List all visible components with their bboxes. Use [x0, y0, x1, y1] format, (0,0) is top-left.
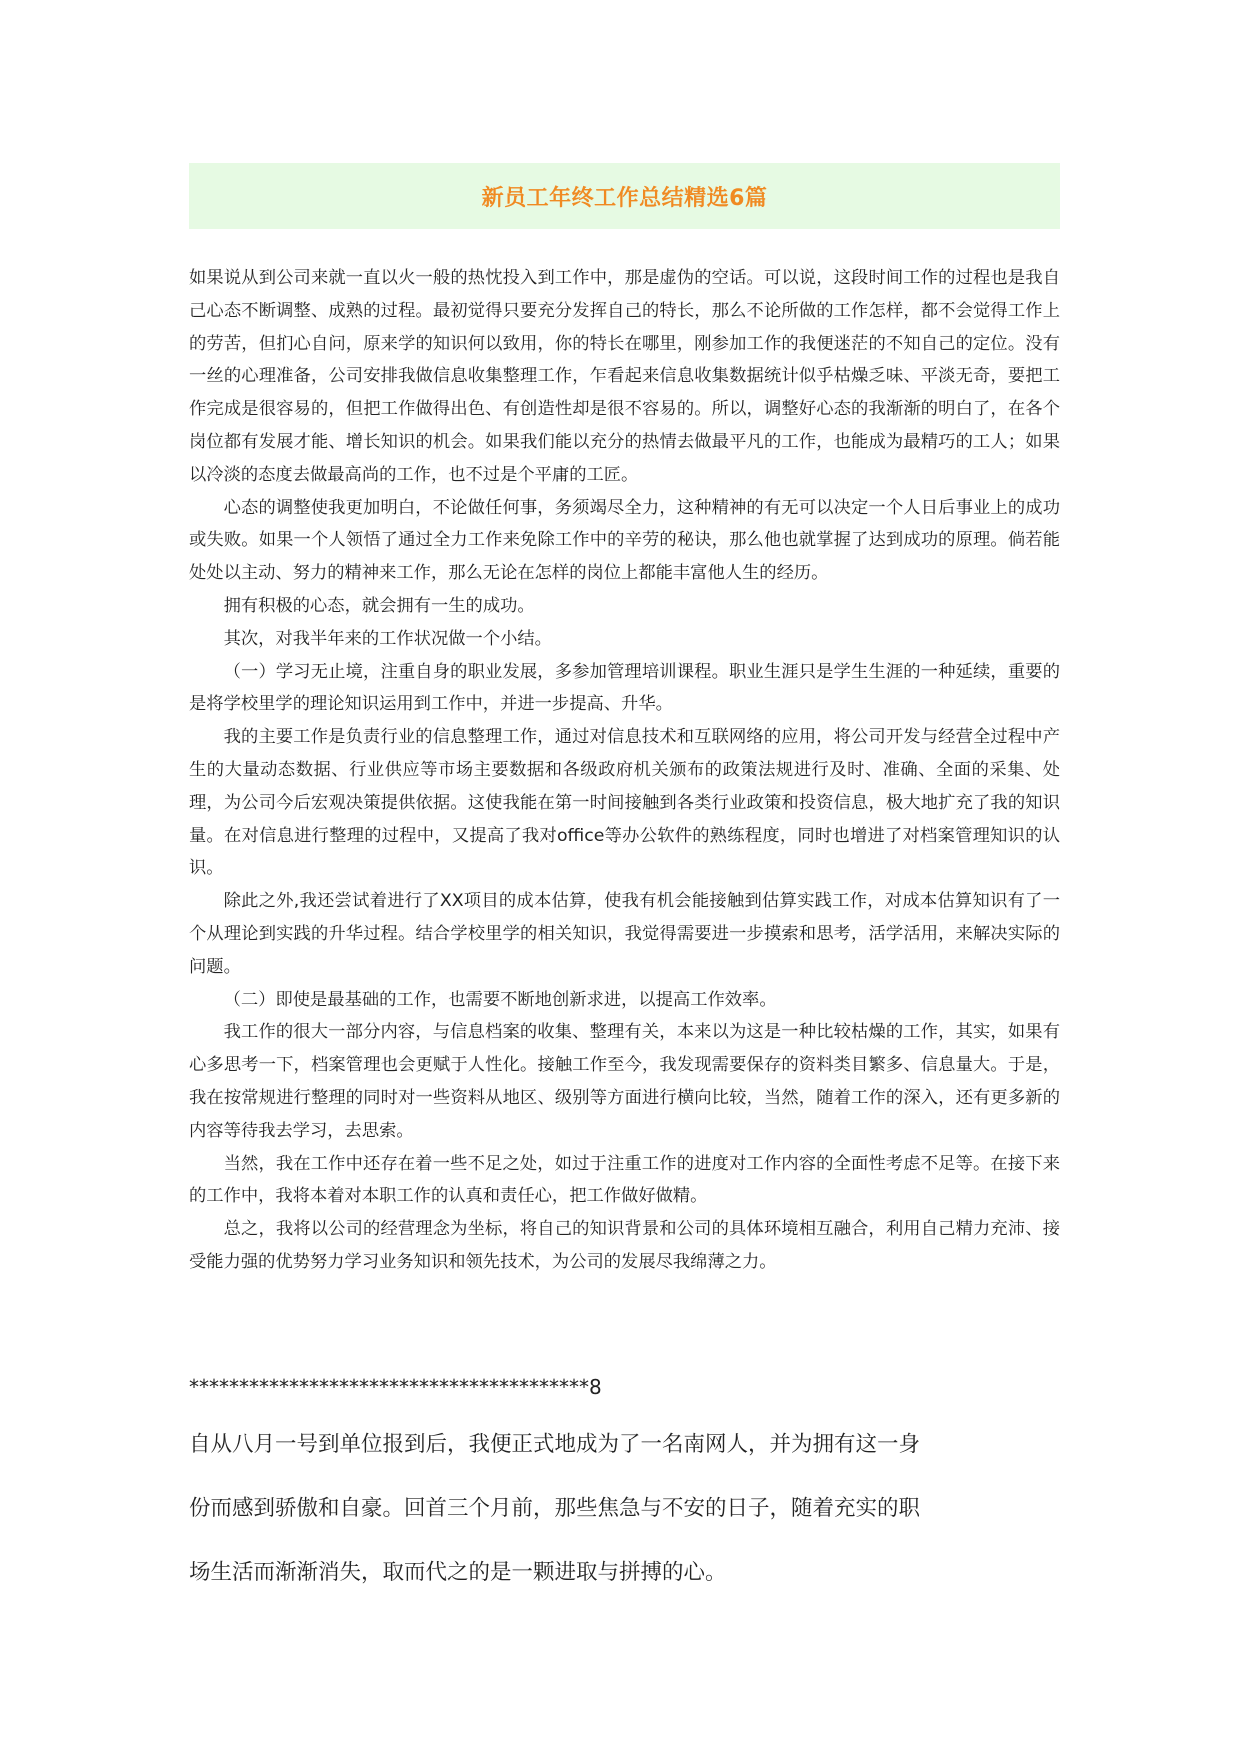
paragraph: 心态的调整使我更加明白，不论做任何事，务须竭尽全力，这种精神的有无可以决定一个人日后事业上的成功或失败。如果一个人领悟了通过全力工作来免除工作中的辛劳的秘诀，那么他也就掌握了达到成功的原理。倘若能处处以主动、努力的精神来工作，那么无论在怎样的岗位上都能丰富他人生的经历。 [189, 497, 1060, 584]
text-line: 自从八月一号到单位报到后，我便正式地成为了一名南网人，并为拥有这一身 [189, 1432, 921, 1457]
text-line: 场生活而渐渐消失，取而代之的是一颗进取与拼搏的心。 [189, 1560, 727, 1585]
paragraph: 拥有积极的心态，就会拥有一生的成功。 [223, 595, 535, 616]
document-body [189, 262, 1060, 1279]
paragraph: 如果说从到公司来就一直以火一般的热忱投入到工作中，那是虚伪的空话。可以说，这段时间工作的过程也是我自己心态不断调整、成熟的过程。最初觉得只要充分发挥自己的特长，那么不论所做的工作怎样，都不会觉得工作上的劳苦，但扪心自问，原来学的知识何以致用，你的特长在哪里，刚参加工作的我便迷茫的不知自己的定位。没有一丝的心理准备，公司安排我做信息收集整理工作，乍看起来信息收集数据统计似乎枯燥乏味、平淡无奇，要把工作完成是很容易的，但把工作做得出色、有创造性却是很不容易的。所以，调整好心态的我渐渐的明白了，在各个岗位都有发展才能、增长知识的机会。如果我们能以充分的热情去做最平凡的工作，也能成为最精巧的工人；如果以冷淡的态度去做最高尚的工作，也不过是个平庸的工匠。 [189, 268, 1060, 485]
paragraph: （一）学习无止境，注重自身的职业发展，多参加管理培训课程。职业生涯只是学生生涯的一种延续，重要的是将学校里学的理论知识运用到工作中，并进一步提高、升华。 [189, 661, 1060, 715]
title-banner [189, 163, 1060, 229]
text-line: 份而感到骄傲和自豪。回首三个月前，那些焦急与不安的日子，随着充实的职 [189, 1496, 921, 1521]
paragraph: 其次，对我半年来的工作状况做一个小结。 [223, 628, 552, 649]
paragraph: 总之，我将以公司的经营理念为坐标，将自己的知识背景和公司的具体环境相互融合，利用自己精力充沛、接受能力强的优势努力学习业务知识和领先技术，为公司的发展尽我绵薄之力。 [189, 1219, 1060, 1272]
next-section-text [189, 1413, 1060, 1605]
paragraph: （二）即使是最基础的工作，也需要不断地创新求进，以提高工作效率。 [223, 989, 777, 1010]
paragraph: 当然，我在工作中还存在着一些不足之处，如过于注重工作的进度对工作内容的全面性考虑不足等。在接下来的工作中，我将本着对本职工作的认真和责任心，把工作做好做精。 [189, 1153, 1060, 1207]
paragraph: 除此之外,我还尝试着进行了XX项目的成本估算，使我有机会能接触到估算实践工作，对成本估算知识有了一个从理论到实践的升华过程。结合学校里学的相关知识，我觉得需要进一步摸索和思考，活学活用，来解决实际的问题。 [189, 891, 1060, 977]
paragraph: 我工作的很大一部分内容，与信息档案的收集、整理有关，本来以为这是一种比较枯燥的工作，其实，如果有心多思考一下，档案管理也会更赋于人性化。接触工作至今，我发现需要保存的资料类目繁多、信息量大。于是，我在按常规进行整理的同时对一些资料从地区、级别等方面进行横向比较，当然，随着工作的深入，还有更多新的内容等待我去学习，去思索。 [189, 1022, 1060, 1141]
section-separator: ****************************************8 [189, 1375, 602, 1399]
document-title: 新员工年终工作总结精选6篇 [481, 185, 768, 211]
paragraph: 我的主要工作是负责行业的信息整理工作，通过对信息技术和互联网络的应用，将公司开发与经营全过程中产生的大量动态数据、行业供应等市场主要数据和各级政府机关颁布的政策法规进行及时、准确、全面的采集、处理，为公司今后宏观决策提供依据。这使我能在第一时间接触到各类行业政策和投资信息，极大地扩充了我的知识量。在对信息进行整理的过程中，又提高了我对office等办公软件的熟练程度，同时也增进了对档案管理知识的认识。 [189, 727, 1060, 879]
